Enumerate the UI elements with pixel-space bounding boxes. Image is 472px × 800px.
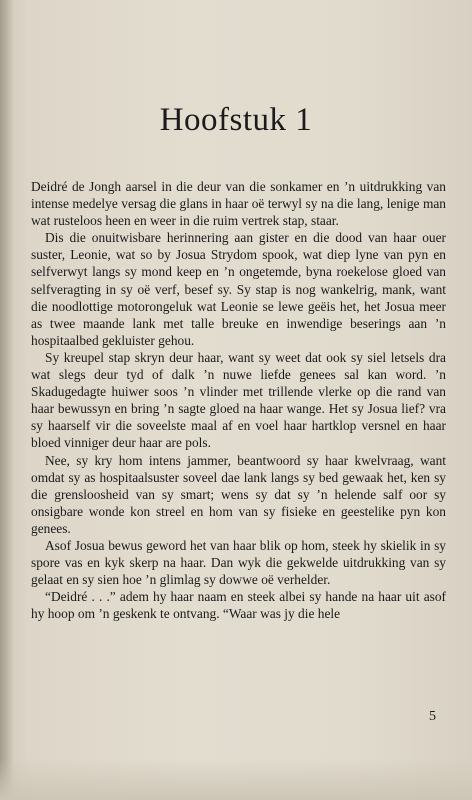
paragraph-5: Asof Josua bewus geword het van haar blik op hom, steek hy skielik in sy spore vas en kyk skerp na haar. Dan wyk die gekwelde uitdrukking van sy gelaat en sy sien hoe ’n glimlag sy dowwe oë verhelder. xyxy=(31,537,446,588)
paragraph-1: Deidré de Jongh aarsel in die deur van die sonkamer en ’n uitdrukking van intense medelye versag die glans in haar oë terwyl sy na die lang, lenige man wat rusteloos heen en weer in die ruim vertrek stap, staar. xyxy=(31,179,446,229)
paragraph-6: “Deidré . . .” adem hy haar naam en steek albei sy hande na haar uit asof hy hoop om ’n geskenk te ontvang. “Waar was jy die hele xyxy=(31,589,446,622)
page-number: 5 xyxy=(429,709,436,724)
page-bottom-edge xyxy=(0,758,472,800)
paragraph-2: Dis die onuitwisbare herinnering aan gister en die dood van haar ouer suster, Leonie, wat so by Josua Strydom spook, wat diep lyne van pyn en selfverwyt langs sy mond keep en ’n ongetemde, byna roekelose gloed van selfveragting in sy oë verf, besef sy. Sy stap is nog wankelrig, mank, want die noodlottige motorongeluk wat Leonie se lewe geëis het, het Josua meer as twee maande lank met talle breuke en inwendige beserings aan ’n hospitaalbed gekluister gehou. xyxy=(31,230,446,348)
paragraph-3: Sy kreupel stap skryn deur haar, want sy weet dat ook sy siel letsels dra wat slegs deur tyd of dalk ’n nuwe liefde genees sal kan word. ’n Skadugedagte huiwer soos ’n vlinder met trillende vlerke op die rand van haar bewussyn en bring ’n sagte gloed na haar wange. Het sy Josua lief? vra sy haarself vir die soveelste maal af en voel haar hartklop versnel en haar bloed vinniger deur haar are pols. xyxy=(31,349,446,451)
paragraph-4: Nee, sy kry hom intens jammer, beantwoord sy haar kwelvraag, want omdat sy as hospitaalsuster soveel dae lank langs sy bed gewaak het, ken sy die grensloosheid van sy smart; wens sy dat sy ’n helende salf oor sy onsigbare wonde kon streel en hom van sy fisieke en geestelike pyn kon genees. xyxy=(31,452,446,536)
body-text xyxy=(31,178,446,622)
chapter-title: Hoofstuk 1 xyxy=(159,102,313,139)
